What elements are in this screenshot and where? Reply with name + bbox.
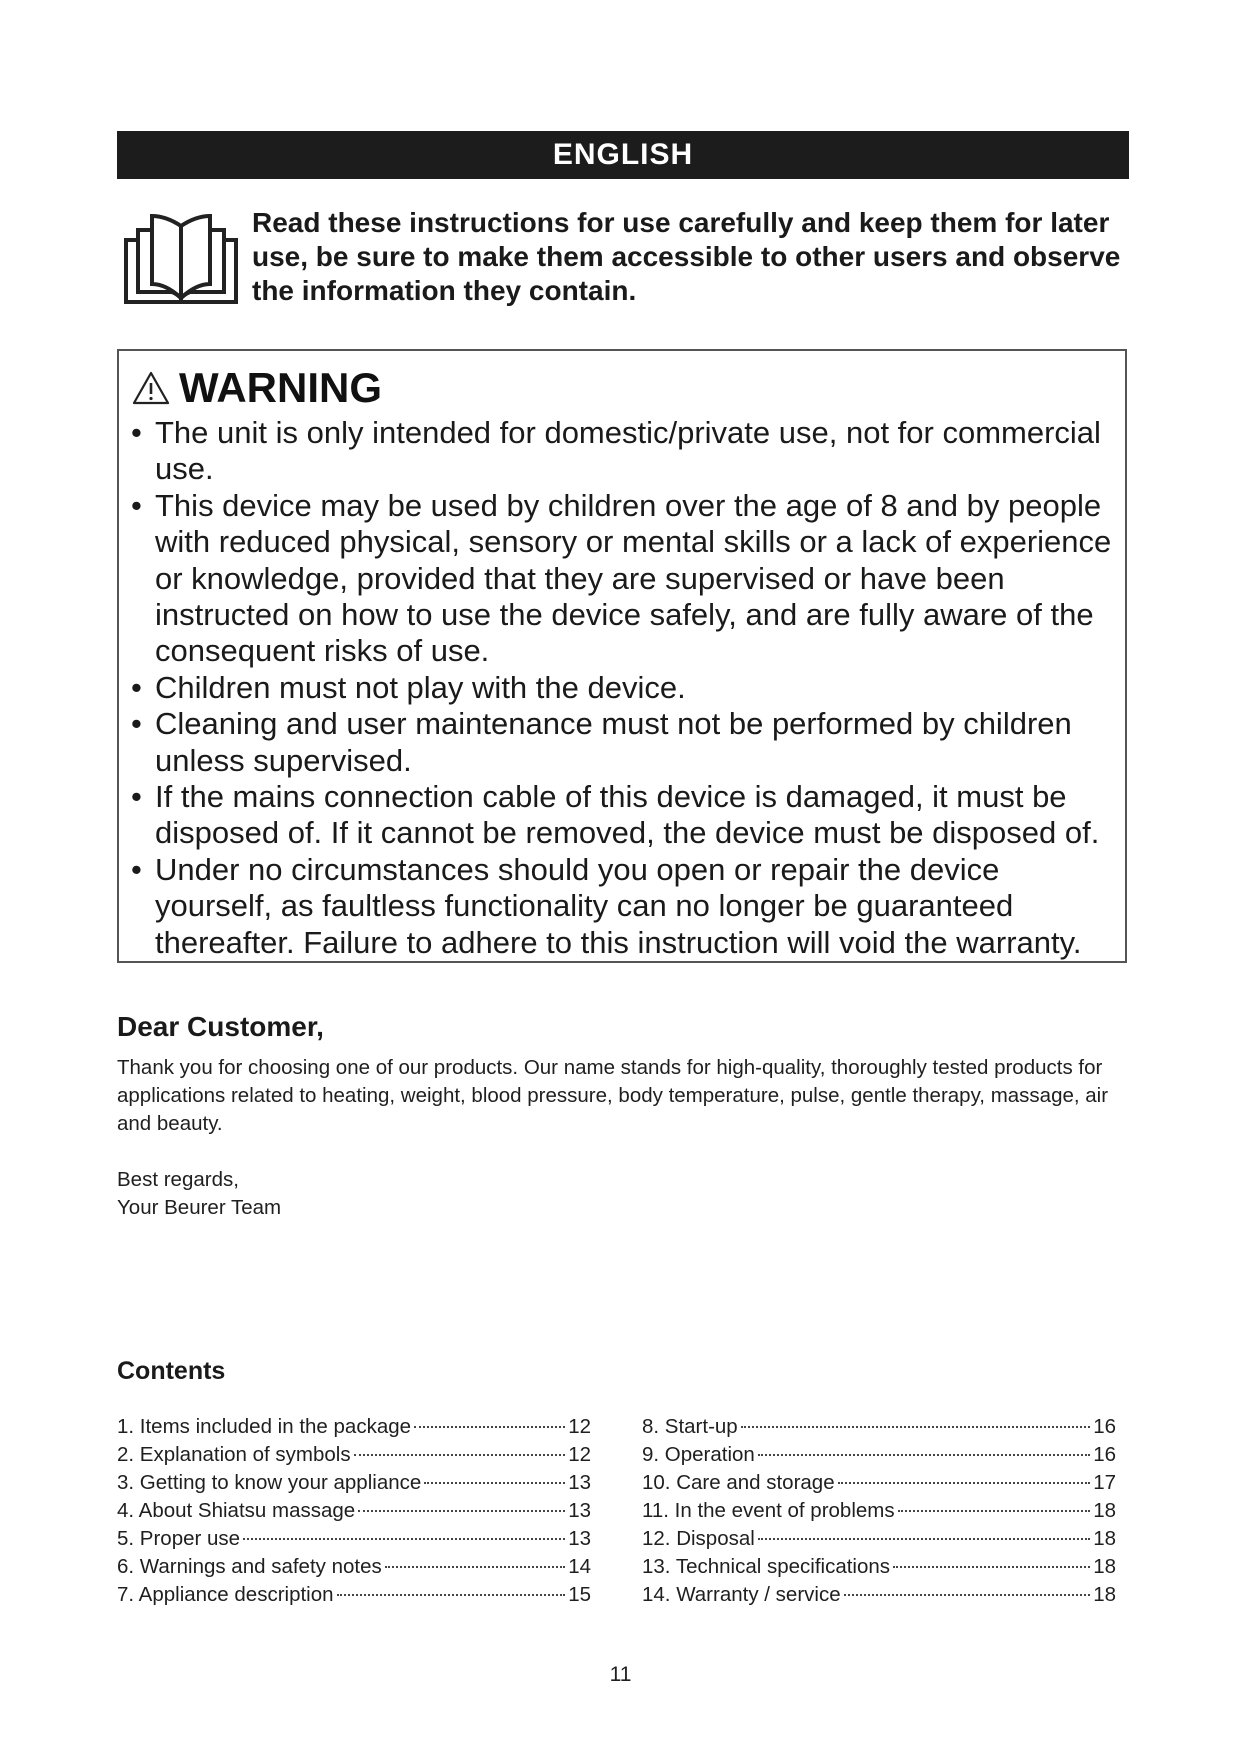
toc-leader <box>838 1482 1091 1484</box>
toc-page: 13 <box>568 1527 591 1550</box>
toc-label: 3. Getting to know your appliance <box>117 1471 422 1494</box>
toc-page: 18 <box>1093 1555 1116 1578</box>
warning-item: • This device may be used by children over the age of 8 and by people with reduced physical, sensory or mental skills or a lack of experience or knowledge, provided that they are supervised or have been instructed on how to use the device safely, and are fully aware of the consequent risks of use. <box>131 488 1121 670</box>
language-header: ENGLISH <box>117 131 1129 179</box>
toc-page: 13 <box>568 1499 591 1522</box>
warning-triangle-icon <box>131 370 171 406</box>
warning-item: • Cleaning and user maintenance must not be performed by children unless supervised. <box>131 706 1121 779</box>
toc-entry[interactable] <box>117 1469 591 1497</box>
toc-entry[interactable] <box>642 1441 1116 1469</box>
toc-page: 18 <box>1093 1527 1116 1550</box>
toc-label: 5. Proper use <box>117 1527 241 1550</box>
team-signature: Your Beurer Team <box>117 1196 282 1219</box>
warning-title: WARNING <box>179 364 382 411</box>
toc-entry[interactable] <box>642 1581 1116 1609</box>
toc-page: 16 <box>1093 1415 1116 1438</box>
toc-label: 12. Disposal <box>642 1527 755 1550</box>
toc-leader <box>385 1566 565 1568</box>
toc-entry[interactable] <box>642 1413 1116 1441</box>
page-number: 11 <box>609 1663 632 1686</box>
toc-entry[interactable] <box>642 1469 1116 1497</box>
toc-page: 17 <box>1093 1471 1116 1494</box>
toc-entry[interactable] <box>642 1553 1116 1581</box>
toc-leader <box>758 1454 1090 1456</box>
toc-page: 14 <box>568 1555 591 1578</box>
contents-list-right <box>642 1413 1116 1609</box>
open-book-icon <box>122 210 240 306</box>
toc-entry[interactable] <box>642 1497 1116 1525</box>
dear-customer-heading: Dear Customer, <box>117 1011 324 1042</box>
toc-label: 4. About Shiatsu massage <box>117 1499 356 1522</box>
toc-leader <box>243 1538 565 1540</box>
toc-entry[interactable] <box>117 1581 591 1609</box>
toc-entry[interactable] <box>117 1525 591 1553</box>
regards-line: Best regards, <box>117 1168 239 1191</box>
toc-page: 13 <box>568 1471 591 1494</box>
warning-header <box>131 363 382 413</box>
intro-instructions: Read these instructions for use carefully and keep them for later use, be sure to make them accessible to other users and observe the information they contain. <box>252 207 1121 306</box>
toc-leader <box>844 1594 1091 1596</box>
dear-customer-text: Thank you for choosing one of our products. Our name stands for high-quality, thoroughly tested products for applications related to heating, weight, blood pressure, body temperature, pulse, gentle therapy, massage, air and beauty. <box>117 1056 1109 1135</box>
toc-leader <box>898 1510 1091 1512</box>
toc-leader <box>741 1426 1090 1428</box>
toc-label: 11. In the event of problems <box>642 1499 895 1522</box>
toc-leader <box>414 1426 565 1428</box>
warning-item: • Under no circumstances should you open or repair the device yourself, as faultless functionality can no longer be guaranteed thereafter. Failure to adhere to this instruction will void the warranty. <box>131 852 1121 961</box>
toc-label: 10. Care and storage <box>642 1471 835 1494</box>
toc-entry[interactable] <box>117 1553 591 1581</box>
regards-block <box>117 1166 281 1222</box>
toc-label: 13. Technical specifications <box>642 1555 891 1578</box>
toc-page: 12 <box>568 1443 591 1466</box>
toc-page: 18 <box>1093 1583 1116 1606</box>
toc-leader <box>424 1482 565 1484</box>
toc-label: 1. Items included in the package <box>117 1415 412 1438</box>
toc-label: 8. Start-up <box>642 1415 738 1438</box>
toc-leader <box>358 1510 565 1512</box>
toc-label: 14. Warranty / service <box>642 1583 841 1606</box>
toc-leader <box>337 1594 566 1596</box>
toc-label: 7. Appliance description <box>117 1583 334 1606</box>
toc-entry[interactable] <box>117 1441 591 1469</box>
toc-leader <box>758 1538 1090 1540</box>
toc-page: 16 <box>1093 1443 1116 1466</box>
toc-label: 9. Operation <box>642 1443 755 1466</box>
toc-entry[interactable] <box>117 1413 591 1441</box>
toc-leader <box>354 1454 566 1456</box>
toc-page: 12 <box>568 1415 591 1438</box>
contents-list-left <box>117 1413 591 1609</box>
warning-list <box>131 415 1121 961</box>
warning-item: • Children must not play with the device. <box>131 670 1121 706</box>
toc-leader <box>893 1566 1090 1568</box>
contents-heading: Contents <box>117 1357 226 1385</box>
warning-box <box>117 349 1127 963</box>
toc-entry[interactable] <box>117 1497 591 1525</box>
warning-item: • If the mains connection cable of this device is damaged, it must be disposed of. If it cannot be removed, the device must be disposed of. <box>131 779 1121 852</box>
toc-label: 2. Explanation of symbols <box>117 1443 351 1466</box>
warning-item: • The unit is only intended for domestic/private use, not for commercial use. <box>131 415 1121 488</box>
toc-entry[interactable] <box>642 1525 1116 1553</box>
toc-label: 6. Warnings and safety notes <box>117 1555 382 1578</box>
toc-page: 15 <box>568 1583 591 1606</box>
toc-page: 18 <box>1093 1499 1116 1522</box>
